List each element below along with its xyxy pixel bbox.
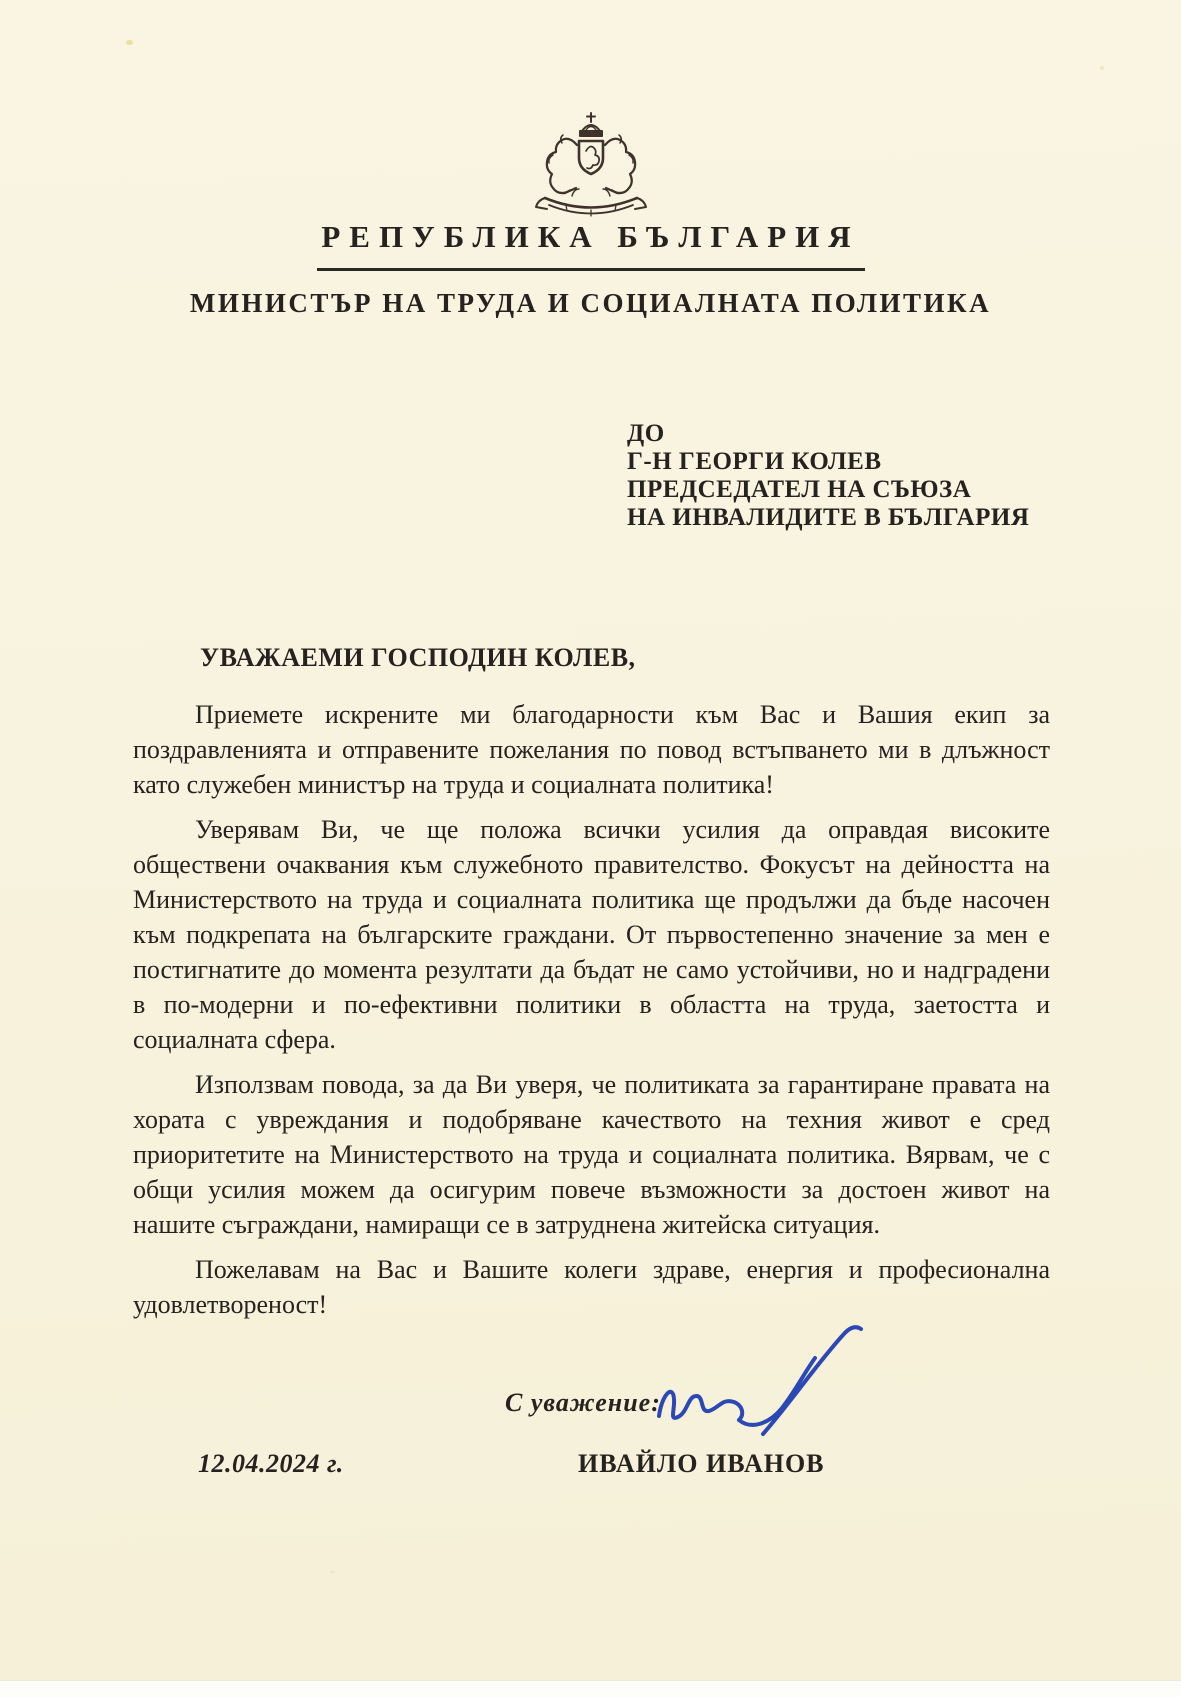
recipient-to: ДО [627, 420, 665, 447]
recipient-block [627, 420, 1029, 532]
recipient-role-line1: ПРЕДСЕДАТЕЛ НА СЪЮЗА [627, 476, 972, 503]
closing-label: С уважение: [505, 1388, 661, 1417]
handwritten-signature-icon [645, 1318, 890, 1456]
paper-speck [1100, 66, 1104, 70]
paragraph-1: Приемете искрените ми благодарности към Вас и Вашия екип за поздравленията и отправените пожелания по повод встъпването ми в длъжност като служебен министър на труда и социалната политика! [133, 700, 1050, 799]
paragraph-2: Уверявам Ви, че ще положа всички усилия да оправдая високите обществени очаквания към служебното правителство. Фокусът на дейността на Министерството на труда и социалната политика ще продължи да бъде насочен към подкрепата на българските граждани. От първостепенно значение за мен е постигнатите до момента резултати да бъдат не само устойчиви, но и надградени в по-модерни и по-ефективни политики в областта на труда, заетостта и социалната сфера. [133, 815, 1050, 1054]
letter-date: 12.04.2024 г. [198, 1449, 344, 1478]
title-underline [317, 268, 865, 271]
scan-bottom-edge [0, 1680, 1181, 1689]
paper-speck [330, 1570, 335, 1574]
letter-body [133, 697, 1050, 1332]
recipient-name: Г-Н ГЕОРГИ КОЛЕВ [627, 448, 882, 475]
paragraph-3: Използвам повода, за да Ви уверя, че политиката за гарантиране правата на хората с увреждания и подобряване качеството на техния живот е сред приоритетите на Министерството на труда и социалната политика. Вярвам, че с общи усилия можем да осигурим повече възможности за достоен живот на нашите съграждани, намиращи се в затруднена житейска ситуация. [133, 1070, 1050, 1239]
signatory-name: ИВАЙЛО ИВАНОВ [578, 1449, 825, 1478]
recipient-role-line2: НА ИНВАЛИДИТЕ В БЪЛГАРИЯ [627, 504, 1030, 531]
republic-title: РЕПУБЛИКА БЪЛГАРИЯ [321, 219, 860, 254]
minister-title: МИНИСТЪР НА ТРУДА И СОЦИАЛНАТА ПОЛИТИКА [189, 288, 992, 318]
salutation: УВАЖАЕМИ ГОСПОДИН КОЛЕВ, [200, 643, 636, 672]
paragraph-4: Пожелавам на Вас и Вашите колеги здраве, енергия и професионална удовлетвореност! [133, 1255, 1050, 1319]
paper-speck [126, 40, 133, 45]
bulgaria-coat-of-arms-icon [526, 110, 656, 220]
